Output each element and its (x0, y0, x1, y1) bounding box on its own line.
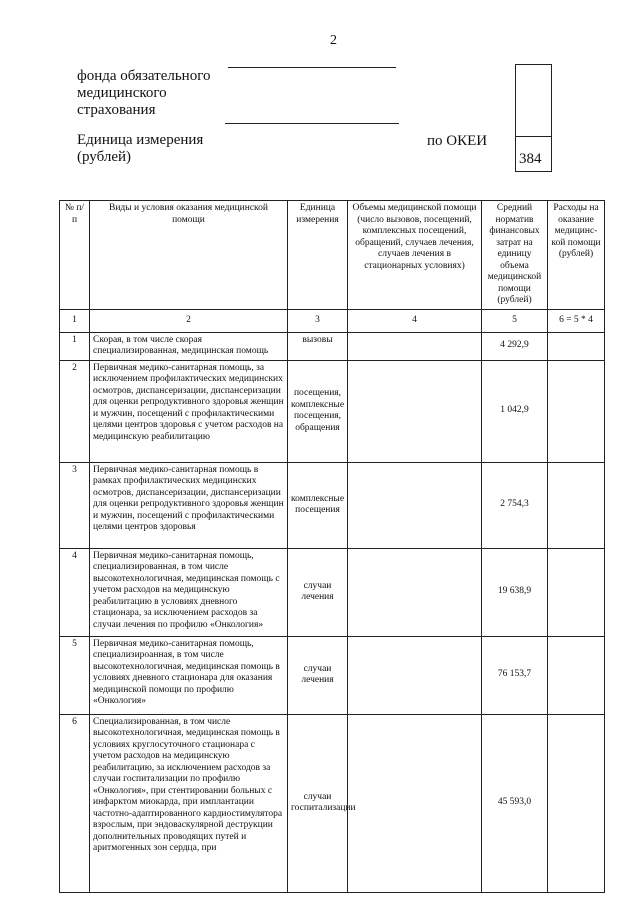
underline-top (228, 67, 396, 68)
header-volume: Объемы медицинской помощи (число вызовов, посещений, комплексных посещений, обращений, случаев лечения, случаев лечения в стационарных условиях) (348, 201, 482, 310)
row-cost: 19 638,9 (482, 548, 548, 636)
header-num: № п/п (60, 201, 90, 310)
row-total (548, 714, 605, 892)
row-volume (348, 548, 482, 636)
row-total (548, 462, 605, 548)
row-num: 4 (60, 548, 90, 636)
row-cost: 45 593,0 (482, 714, 548, 892)
fund-line-3: страхования (77, 102, 156, 118)
table-row (60, 636, 605, 714)
table-row (60, 360, 605, 462)
row-volume (348, 462, 482, 548)
fund-line-2: медицинского (77, 85, 167, 101)
row-total (548, 360, 605, 462)
header-cost: Средний норматив финансовых затрат на единицу объема медицинской помощи (рублей) (482, 201, 548, 310)
unit-label-line-2: (рублей) (77, 149, 132, 165)
row-cost: 4 292,9 (482, 332, 548, 360)
row-type: Первичная медико-санитарная помощь, специализироанная, в том числе высокотехнологичная, медицинская помощь в условиях дневного стационара для оказания медицинской помощи по профилю «Онкология» (90, 636, 288, 714)
row-num: 6 (60, 714, 90, 892)
row-total (548, 548, 605, 636)
col-number: 3 (288, 309, 348, 332)
okei-code: 384 (519, 151, 542, 167)
row-cost: 76 153,7 (482, 636, 548, 714)
unit-label (77, 132, 203, 166)
col-number: 5 (482, 309, 548, 332)
col-number: 6 = 5 * 4 (548, 309, 605, 332)
col-number: 4 (348, 309, 482, 332)
row-unit: посещения, комплексные посещения, обращения (288, 360, 348, 462)
fund-line-1: фонда обязательного (77, 68, 211, 84)
row-volume (348, 332, 482, 360)
row-volume (348, 360, 482, 462)
page-number: 2 (330, 33, 337, 48)
row-unit: вызовы (288, 332, 348, 360)
col-number: 2 (90, 309, 288, 332)
medical-care-table (59, 200, 605, 893)
row-unit: комплексные посещения (288, 462, 348, 548)
header-type: Виды и условия оказания медицинской помощи (90, 201, 288, 310)
row-unit: случаи госпитализации (288, 714, 348, 892)
table-row (60, 462, 605, 548)
column-number-row (60, 309, 605, 332)
unit-label-line-1: Единица измерения (77, 132, 204, 148)
row-num: 2 (60, 360, 90, 462)
header-total: Расходы на оказание медицинс-кой помощи (рублей) (548, 201, 605, 310)
row-type: Первичная медико-санитарная помощь, за исключением профилактических медицинских осмотров, диспансеризации, диспансеризации для оценки репродуктивного здоровья женщин и мужчин, посещений с профилактическими целями центров здоровья с учетом расходов на медицинскую реабилитацию (90, 360, 288, 462)
underline-bottom (225, 123, 399, 124)
table-row (60, 714, 605, 892)
fund-name (77, 68, 210, 119)
row-total (548, 636, 605, 714)
row-total (548, 332, 605, 360)
row-type: Первичная медико-санитарная помощь, специализированная, в том числе высокотехнологичная, медицинская помощь с учетом расходов на медицинскую реабилитацию в условиях дневного стационара, за исключением расходов за случаи лечения по профилю «Онкология» (90, 548, 288, 636)
header-unit: Единица измерения (288, 201, 348, 310)
row-type: Первичная медико-санитарная помощь в рамках профилактических медицинских осмотров, диспансеризации, диспансеризации для оценки репродуктивного здоровья женщин и мужчин, посещений с профилактическими целями центров здоровья (90, 462, 288, 548)
row-unit: случаи лечения (288, 548, 348, 636)
table-row (60, 332, 605, 360)
row-type: Специализированная, в том числе высокотехнологичная, медицинская помощь в условиях круглосуточного стационара с учетом расходов на медицинскую реабилитацию, за исключением расходов за случаи госпитализации по профилю «Онкология», при стентировании больных с инфарктом миокарда, при имплантации частотно-адаптированного кардиостимулятора взрослым, при эндоваскулярной деструкции дополнительных проводящих путей и аритмогенных зон сердца, при (90, 714, 288, 892)
row-volume (348, 636, 482, 714)
row-volume (348, 714, 482, 892)
row-unit: случаи лечения (288, 636, 348, 714)
row-num: 1 (60, 332, 90, 360)
col-number: 1 (60, 309, 90, 332)
row-num: 5 (60, 636, 90, 714)
row-cost: 1 042,9 (482, 360, 548, 462)
table-row (60, 548, 605, 636)
okei-label: по ОКЕИ (427, 133, 488, 149)
code-box-top (515, 64, 552, 137)
row-type: Скорая, в том числе скорая специализированная, медицинская помощь (90, 332, 288, 360)
row-num: 3 (60, 462, 90, 548)
row-cost: 2 754,3 (482, 462, 548, 548)
table-header-row (60, 201, 605, 310)
